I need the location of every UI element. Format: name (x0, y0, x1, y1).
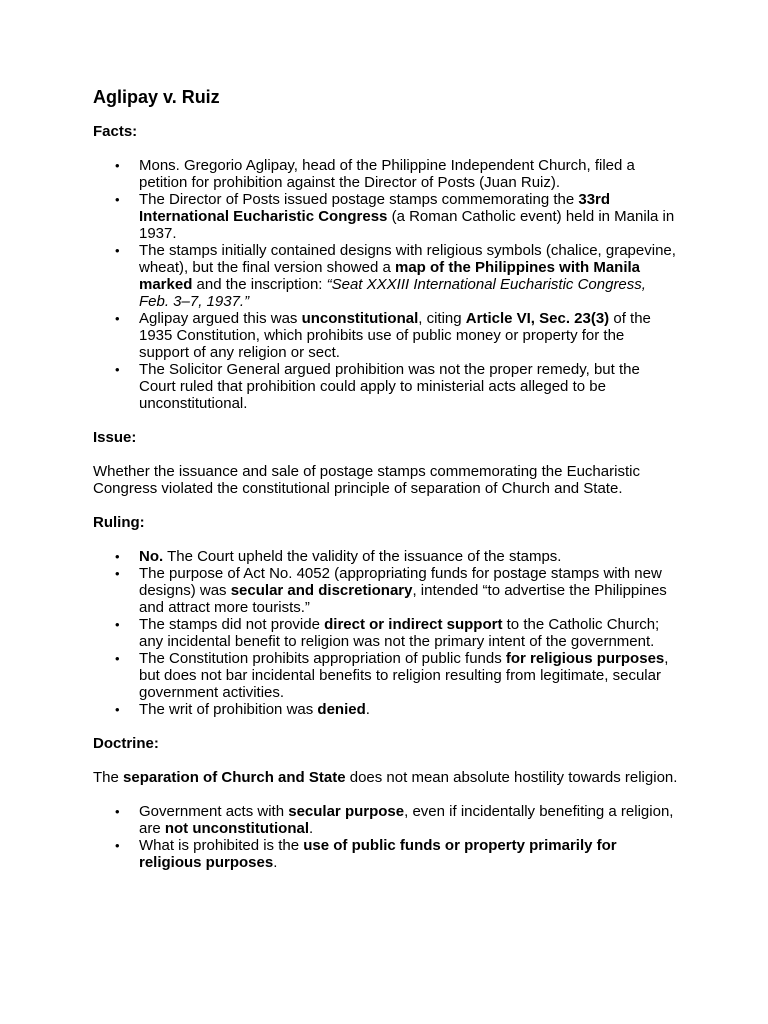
list-item (93, 242, 678, 310)
text-run: Government acts with (139, 803, 289, 820)
ruling-heading: Ruling: (93, 514, 145, 531)
text-run: The stamps did not provide (139, 616, 325, 633)
text-run: The Court upheld the validity of the issuance of the stamps. (163, 548, 562, 565)
bold-text: secular purpose (288, 803, 405, 820)
text-run: The purpose of Act No. 4052 (appropriating funds for postage stamps with new designs) was (139, 565, 662, 599)
text-run: The Solicitor General argued prohibition was not the proper remedy, but the Court ruled that prohibition could apply to ministerial acts alleged to be unconstitutional. (139, 361, 640, 412)
text-run: Aglipay argued this was (139, 310, 302, 327)
bold-text: not unconstitutional (164, 820, 309, 837)
text-run: The (93, 769, 124, 786)
list-item (93, 837, 678, 871)
text-run: The Director of Posts issued postage stamps commemorating the (139, 191, 579, 208)
bold-text: use of public funds or property primarily for religious purposes (139, 837, 617, 871)
bold-text: secular and discretionary (230, 582, 413, 599)
facts-list (93, 157, 678, 412)
doctrine-list (93, 803, 678, 871)
text-run: , citing (418, 310, 466, 327)
bold-text: unconstitutional (301, 310, 419, 327)
text-run: . (365, 701, 370, 718)
text-run: The stamps initially contained designs with religious symbols (chalice, grapevine, wheat), but the final version showed a (139, 242, 676, 276)
text-run: (a Roman Catholic event) held in Manila in 1937. (139, 208, 675, 242)
text-run: The Constitution prohibits appropriation of public funds (139, 650, 506, 667)
bold-text: No. (139, 548, 164, 565)
italic-text: “Seat XXXIII International Eucharistic Congress, Feb. 3–7, 1937.” (139, 276, 646, 310)
facts-heading: Facts: (93, 123, 138, 140)
document-page (93, 86, 678, 871)
list-item (93, 157, 678, 191)
issue-text: Whether the issuance and sale of postage stamps commemorating the Eucharistic Congress violated the constitutional principle of separation of Church and State. (93, 463, 640, 497)
list-item (93, 650, 678, 701)
text-run: and the inscription: (192, 276, 327, 293)
document-title: Aglipay v. Ruiz (93, 87, 220, 107)
bold-text: denied (317, 701, 366, 718)
text-run: The writ of prohibition was (139, 701, 318, 718)
list-item (93, 310, 678, 361)
bold-text: for religious purposes (505, 650, 665, 667)
list-item (93, 701, 678, 718)
bold-text: separation of Church and State (123, 769, 346, 786)
text-run: . (309, 820, 314, 837)
text-run: of the 1935 Constitution, which prohibits use of public money or property for the support of any religion or sect. (139, 310, 651, 361)
text-run: Mons. Gregorio Aglipay, head of the Philippine Independent Church, filed a petition for prohibition against the Director of Posts (Juan Ruiz). (139, 157, 635, 191)
text-run: . (273, 854, 278, 871)
text-run: , but does not bar incidental benefits to religion resulting from legitimate, secular government activities. (139, 650, 669, 701)
list-item (93, 191, 678, 242)
list-item (93, 565, 678, 616)
bold-text: map of the Philippines with Manila marked (139, 259, 641, 293)
list-item (93, 361, 678, 412)
text-run: to the Catholic Church; any incidental benefit to religion was not the primary intent of the government. (139, 616, 660, 650)
text-run: , intended “to advertise the Philippines and attract more tourists.” (139, 582, 667, 616)
doctrine-intro (93, 769, 678, 786)
issue-heading: Issue: (93, 429, 137, 446)
list-item (93, 616, 678, 650)
ruling-list (93, 548, 678, 718)
doctrine-heading: Doctrine: (93, 735, 159, 752)
bold-text: direct or indirect support (324, 616, 503, 633)
list-item (93, 803, 678, 837)
text-run: , even if incidentally benefiting a religion, are (139, 803, 674, 837)
bold-text: Article VI, Sec. 23(3) (465, 310, 610, 327)
text-run: does not mean absolute hostility towards religion. (345, 769, 678, 786)
list-item (93, 548, 678, 565)
bold-text: 33rd International Eucharistic Congress (139, 191, 611, 225)
text-run: What is prohibited is the (139, 837, 304, 854)
